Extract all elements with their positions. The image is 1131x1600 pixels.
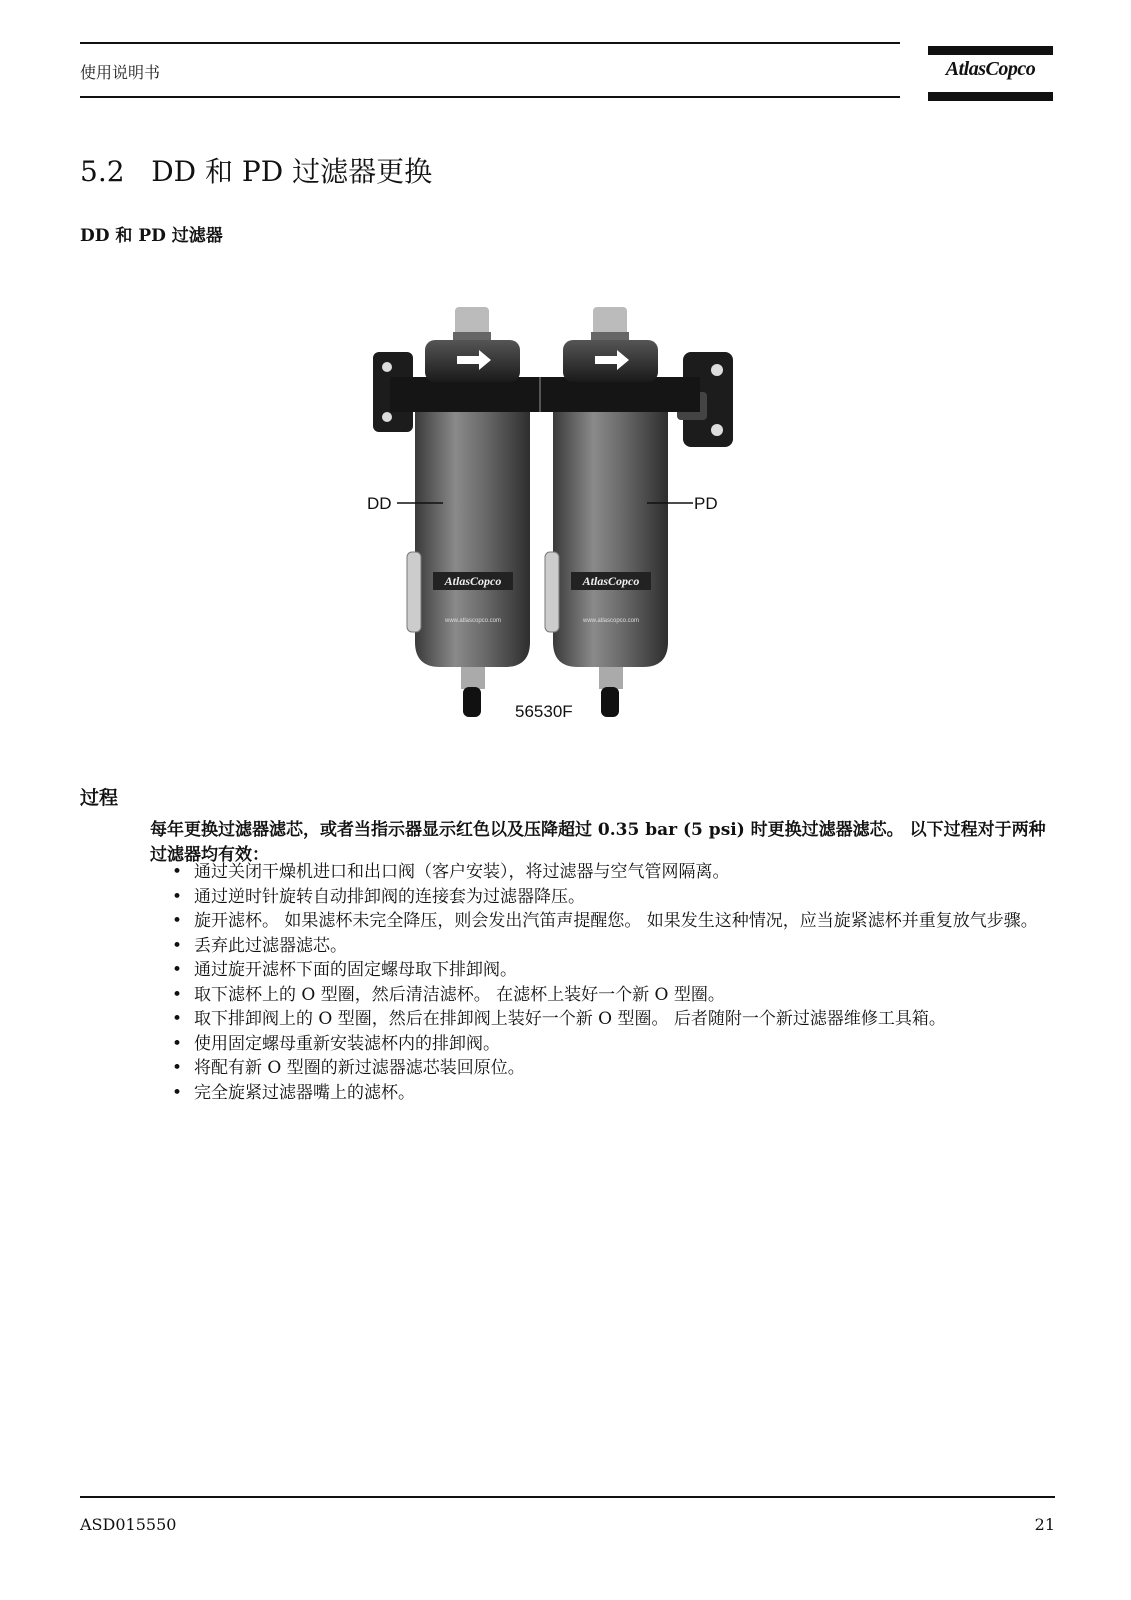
manifold [390, 377, 700, 412]
footer-page-number: 21 [1034, 1515, 1055, 1534]
header-title: 使用说明书 [80, 63, 161, 82]
header-rule-top [80, 42, 900, 44]
figure-number: 56530F [515, 702, 573, 721]
list-item: • 将配有新 O 型圈的新过滤器滤芯装回原位。 [172, 1058, 525, 1078]
atlas-copco-logo [928, 46, 1053, 101]
right-filter-bowl [553, 412, 668, 667]
figure-subheading: DD 和 PD 过滤器 [80, 226, 223, 246]
list-item: • 取下滤杯上的 O 型圈，然后清洁滤杯。 在滤杯上装好一个新 O 型圈。 [172, 984, 725, 1005]
footer-rule [80, 1496, 1055, 1498]
list-item: • 通过逆时针旋转自动排卸阀的连接套为过滤器降压。 [172, 886, 585, 907]
list-item: • 旋开滤杯。 如果滤杯未完全降压，则会发出汽笛声提醒您。 如果发生这种情况，应当旋紧滤杯并重复放气步骤。 [172, 911, 1038, 931]
procedure-heading: 过程 [80, 787, 119, 809]
right-housing-brand: AtlasCopco [582, 574, 640, 588]
left-drain-valve [463, 687, 481, 717]
list-item: • 使用固定螺母重新安装滤杯内的排卸阀。 [172, 1033, 500, 1054]
left-housing-brand: AtlasCopco [444, 574, 502, 588]
section-title: 5.2 DD 和 PD 过滤器更换 [80, 155, 433, 188]
filter-figure [365, 252, 755, 722]
list-item: • 通过旋开滤杯下面的固定螺母取下排卸阀。 [172, 960, 517, 980]
filter-illustration [365, 252, 755, 722]
list-item: • 丢弃此过滤器滤芯。 [172, 935, 347, 956]
list-item: • 取下排卸阀上的 O 型圈，然后在排卸阀上装好一个新 O 型圈。 后者随附一个新过滤器维修工具箱。 [172, 1009, 946, 1029]
left-housing-url: www.atlascopco.com [444, 618, 502, 624]
callout-pd: PD [694, 494, 718, 513]
callout-dd: DD [367, 494, 392, 513]
list-item: • 通过关闭干燥机进口和出口阀（客户安装），将过滤器与空气管网隔离。 [172, 862, 730, 882]
list-item: • 完全旋紧过滤器嘴上的滤杯。 [172, 1082, 415, 1103]
procedure-intro: 每年更换过滤器滤芯，或者当指示器显示红色以及压降超过 0.35 bar (5 psi) 时更换过滤器滤芯。 以下过程对于两种过滤器均有效： [150, 820, 1046, 865]
footer-doc-number: ASD015550 [80, 1515, 177, 1534]
logo-text: AtlasCopco [945, 58, 1036, 80]
procedure-steps [172, 860, 1052, 1105]
right-housing-url: www.atlascopco.com [582, 618, 640, 624]
right-drain-valve [601, 687, 619, 717]
header-rule-bottom [80, 96, 900, 98]
logo-bar-top [928, 46, 1053, 55]
logo-bar-bottom [928, 92, 1053, 101]
left-filter-bowl [415, 412, 530, 667]
